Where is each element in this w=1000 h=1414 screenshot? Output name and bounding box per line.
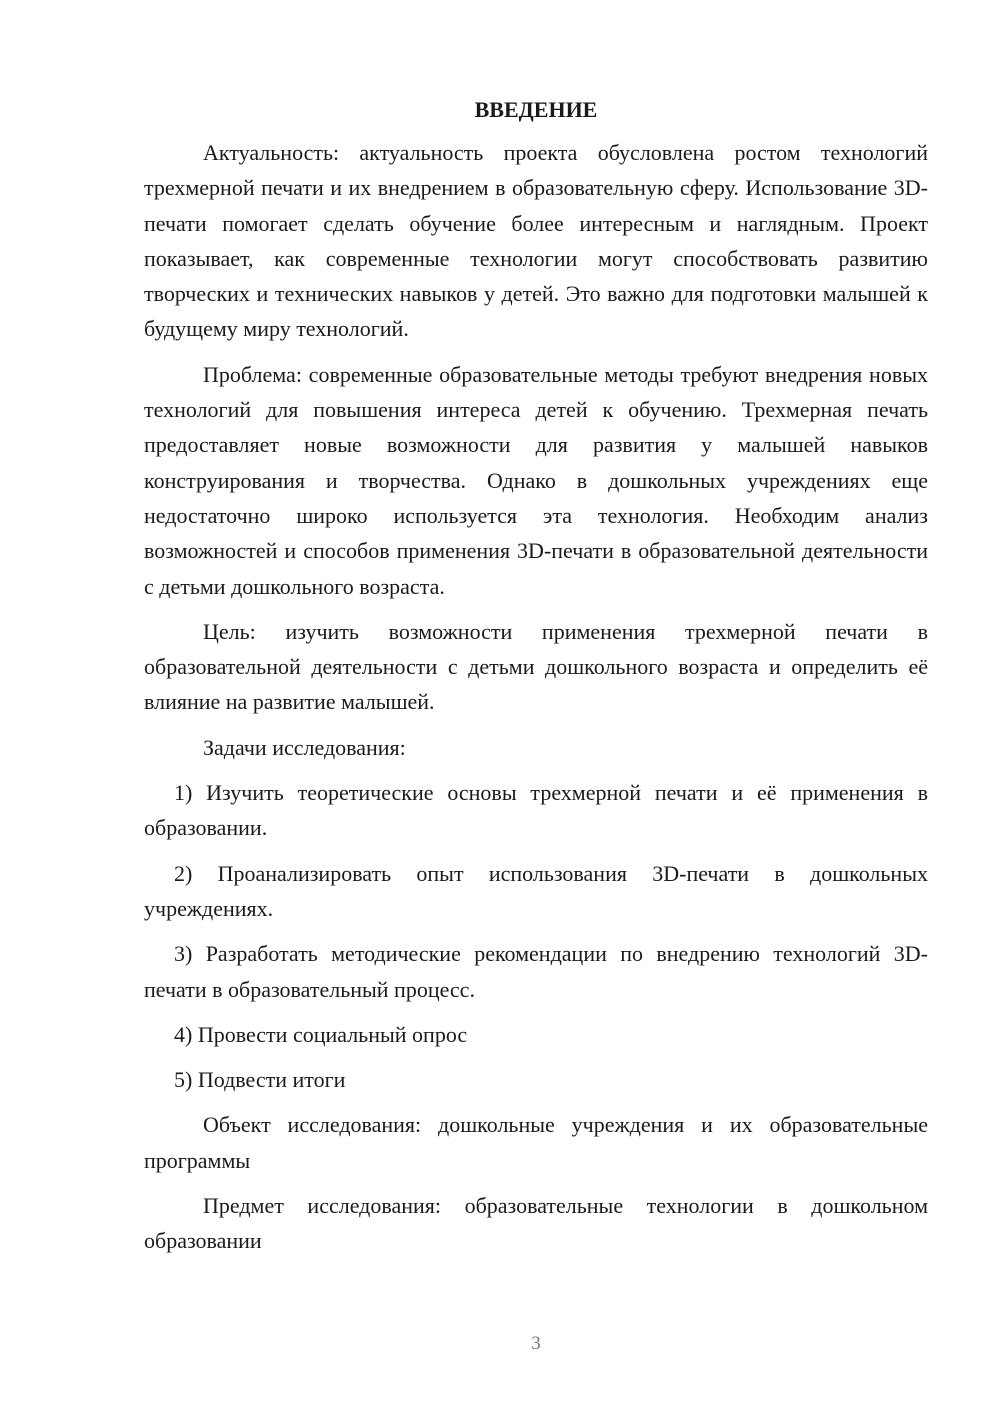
task-item-3: 3) Разработать методические рекомендации по внедрению технологий 3D-печати в образовательный процесс. [144,941,928,1002]
relevance-paragraph: Актуальность: актуальность проекта обусловлена ростом технологий трехмерной печати и их внедрением в образовательную сферу. Использование 3D-печати помогает сделать обучение более интересным и наглядным. Проект показывает, как современные технологии могут способствовать развитию творческих и технических навыков у детей. Это важно для подготовки малышей к будущему миру технологий. [144,140,928,342]
problem-paragraph: Проблема: современные образовательные методы требуют внедрения новых технологий для повышения интереса детей к обучению. Трехмерная печать предоставляет новые возможности для развития у малышей навыков конструирования и творчества. Однако в дошкольных учреждениях еще недостаточно широко используется эта технология. Необходим анализ возможностей и способов применения 3D-печати в образовательной деятельности с детьми дошкольного возраста. [144,361,928,599]
goal-paragraph: Цель: изучить возможности применения трехмерной печати в образовательной деятельности с детьми дошкольного возраста и определить её влияние на развитие малышей. [144,618,928,715]
page-title: ВВЕДЕНИЕ [474,97,598,122]
task-item-5: 5) Подвести итоги [174,1067,346,1093]
tasks-heading: Задачи исследования: [203,734,406,760]
subject-paragraph: Предмет исследования: образовательные технологии в дошкольном образовании [144,1193,928,1254]
document-page [144,92,928,1259]
page-number: 3 [531,1333,541,1354]
task-item-4: 4) Провести социальный опрос [174,1021,468,1047]
task-item-2: 2) Проанализировать опыт использования 3D-печати в дошкольных учреждениях. [144,860,928,921]
object-paragraph: Объект исследования: дошкольные учреждения и их образовательные программы [144,1112,928,1173]
task-item-1: 1) Изучить теоретические основы трехмерной печати и её применения в образовании. [144,780,928,841]
